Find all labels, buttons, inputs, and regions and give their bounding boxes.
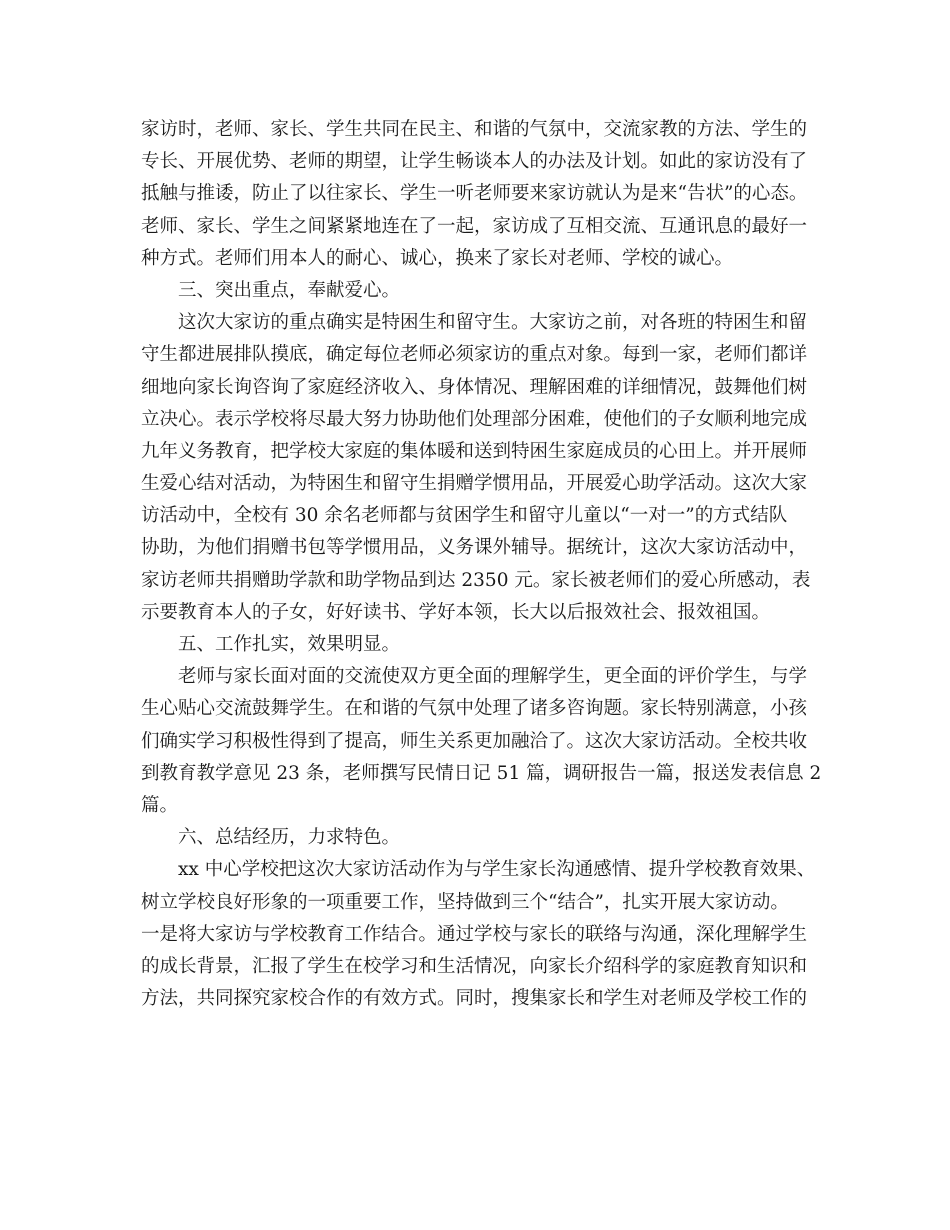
document-line: 五、工作扎实，效果明显。 xyxy=(178,634,401,655)
document-line: 生爱心结对活动，为特困生和留守生捐赠学惯用品，开展爱心助学活动。这次大家 xyxy=(141,473,808,495)
document-line: 三、突出重点，奉献爱心。 xyxy=(178,279,401,301)
document-line: 专长、开展优势、老师的期望，让学生畅谈本人的办法及计划。如此的家访没有了 xyxy=(141,151,808,173)
document-line: 们确实学习积极性得到了提高，师生关系更加融洽了。这次大家访活动。全校共收 xyxy=(141,730,808,752)
document-line: 的成长背景，汇报了学生在校学习和生活情况，向家长介绍科学的家庭教育知识和 xyxy=(141,955,808,977)
document-line: 协助，为他们捐赠书包等学惯用品，义务课外辅导。据统计，这次大家访活动中， xyxy=(141,537,808,559)
document-line: 守生都进展排队摸底，确定每位老师必须家访的重点对象。每到一家，老师们都详 xyxy=(141,344,808,366)
document-line: 九年义务教育，把学校大家庭的集体暖和送到特困生家庭成员的心田上。并开展师 xyxy=(141,440,808,462)
document-line: 家访老师共捐赠助学款和助学物品到达 2350 元。家长被老师们的爱心所感动，表 xyxy=(141,569,811,591)
document-line: 方法，共同探究家校合作的有效方式。同时，搜集家长和学生对老师及学校工作的 xyxy=(141,988,808,1010)
document-line: 立决心。表示学校将尽最大努力协助他们处理部分困难，使他们的子女顺利地完成 xyxy=(141,408,808,430)
document-line: 到教育教学意见 23 条，老师撰写民情日记 51 篇，调研报告一篇，报送发表信息 2 xyxy=(141,762,822,784)
document-line: 一是将大家访与学校教育工作结合。通过学校与家长的联络与沟通，深化理解学生 xyxy=(141,923,808,945)
document-line: 六、总结经历，力求特色。 xyxy=(178,827,401,849)
document-line: 细地向家长询咨询了家庭经济收入、身体情况、理解困难的详细情况，鼓舞他们树 xyxy=(141,376,808,398)
document-line: 访活动中，全校有 30 余名老师都与贫困学生和留守儿童以“一对一”的方式结队 xyxy=(141,505,788,527)
document-line: xx 中心学校把这次大家访活动作为与学生家长沟通感情、提升学校教育效果、 xyxy=(178,859,816,881)
document-line: 示要教育本人的子女，好好读书、学好本领，长大以后报效社会、报效祖国。 xyxy=(141,601,771,623)
document-line: 这次大家访的重点确实是特困生和留守生。大家访之前，对各班的特困生和留 xyxy=(178,312,808,334)
document-line: 篇。 xyxy=(141,794,179,816)
document-line: 老师与家长面对面的交流使双方更全面的理解学生，更全面的评价学生，与学 xyxy=(178,666,808,688)
document-line: 生心贴心交流鼓舞学生。在和谐的气氛中处理了诸多咨询题。家长特别满意，小孩 xyxy=(141,698,808,720)
document-body xyxy=(141,114,831,1015)
document-line: 种方式。老师们用本人的耐心、诚心，换来了家长对老师、学校的诚心。 xyxy=(141,247,734,269)
document-line: 树立学校良好形象的一项重要工作，坚持做到三个“结合”，扎实开展大家访动。 xyxy=(141,891,789,913)
document-line: 抵触与推诿，防止了以往家长、学生一听老师要来家访就认为是来“告状”的心态。 xyxy=(141,183,808,205)
document-line: 家访时，老师、家长、学生共同在民主、和谐的气氛中，交流家教的方法、学生的 xyxy=(141,119,808,140)
document-line: 老师、家长、学生之间紧紧地连在了一起，家访成了互相交流、互通讯息的最好一 xyxy=(141,215,808,237)
